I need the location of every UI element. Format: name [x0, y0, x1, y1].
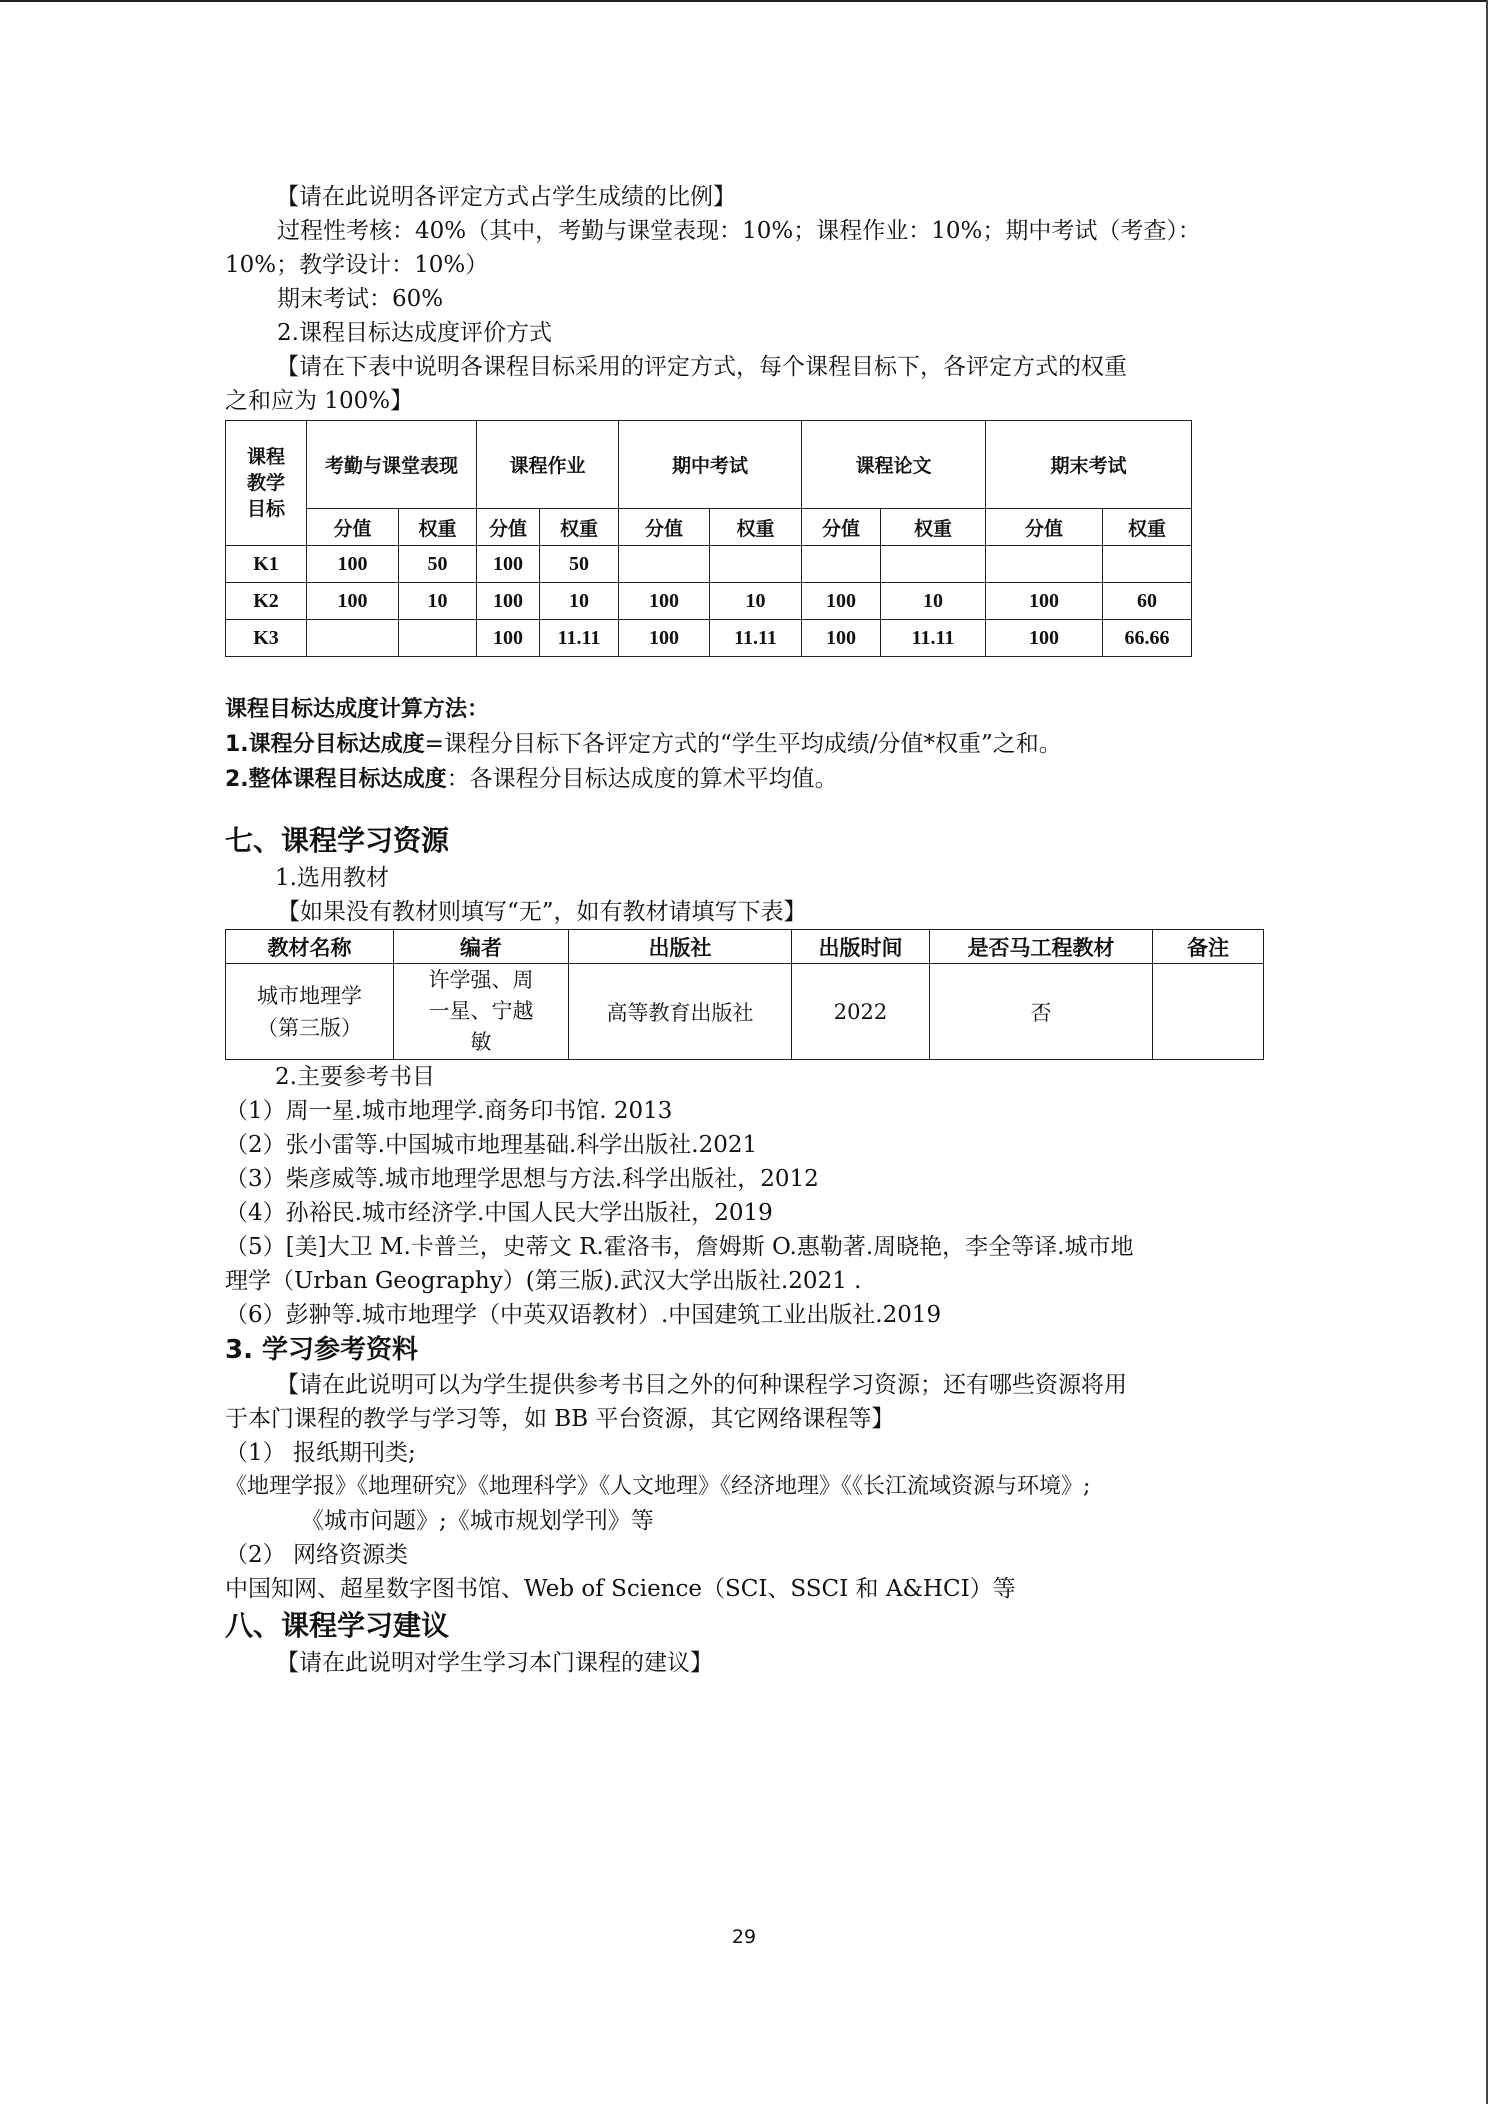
table-cell: 100: [986, 620, 1103, 657]
sub-score: 分值: [307, 509, 399, 546]
table-cell: 100: [802, 583, 881, 620]
goal-cell: K3: [226, 620, 307, 657]
textbook-subheading: 1.选用教材: [275, 865, 389, 891]
evaluation-note-line1: 【请在下表中说明各课程目标采用的评定方式，每个课程目标下，各评定方式的权重: [276, 354, 1127, 380]
journals-list-2: 《城市问题》;《城市规划学刊》等: [301, 1508, 654, 1534]
table-cell: 50: [540, 546, 619, 583]
textbook-note: 【如果没有教材则填写“无”，如有教材请填写下表】: [277, 899, 807, 925]
header-midterm: 期中考试: [619, 421, 802, 509]
table-cell: 100: [477, 546, 540, 583]
table-cell: 11.11: [881, 620, 986, 657]
sub-weight: 权重: [399, 509, 477, 546]
table-cell: [399, 620, 477, 657]
table-cell: 11.11: [710, 620, 802, 657]
sub-score: 分值: [802, 509, 881, 546]
book-authors: 许学强、周一星、宁越敏: [428, 968, 534, 1054]
journals-list-1: 《地理学报》《地理研究》《地理科学》《人文地理》《经济地理》《《长江流域资源与环境》;: [225, 1474, 1091, 1499]
table-cell: [619, 546, 710, 583]
note-ratio: 【请在此说明各评定方式占学生成绩的比例】: [276, 184, 736, 210]
calc-method-title: 课程目标达成度计算方法：: [225, 697, 490, 722]
sub-score: 分值: [986, 509, 1103, 546]
top-border: [0, 0, 1488, 2]
reference-item-cont: 理学（Urban Geography）(第三版).武汉大学出版社.2021 .: [225, 1268, 862, 1294]
table-cell: 10: [710, 583, 802, 620]
study-advice-note: 【请在此说明对学生学习本门课程的建议】: [276, 1650, 713, 1676]
table-cell: [1103, 546, 1192, 583]
table-cell: 100: [477, 620, 540, 657]
col-header: 是否马工程教材: [930, 930, 1153, 964]
table-cell: [710, 546, 802, 583]
table-cell: 10: [399, 583, 477, 620]
goal-cell: K1: [226, 546, 307, 583]
table-row: [226, 620, 1192, 657]
table-cell: 10: [881, 583, 986, 620]
calc2-label: 2.整体课程目标达成度: [225, 767, 447, 792]
evaluation-note-line2: 之和应为 100%】: [225, 388, 414, 414]
evaluation-table: [225, 420, 1192, 657]
book-year: 2022: [792, 964, 930, 1060]
sub-weight: 权重: [1103, 509, 1192, 546]
final-exam-ratio: 期末考试：60%: [277, 286, 444, 312]
table-cell: 100: [307, 583, 399, 620]
table-row: [226, 583, 1192, 620]
table-cell: 10: [540, 583, 619, 620]
reference-item: （3）柴彦威等.城市地理学思想与方法.科学出版社，2012: [225, 1166, 819, 1192]
table-row: [226, 546, 1192, 583]
page-content: [225, 180, 1265, 1680]
study-materials-heading: 3. 学习参考资料: [225, 1335, 419, 1365]
table-cell: 100: [619, 583, 710, 620]
table-cell: 100: [802, 620, 881, 657]
table-cell: 100: [619, 620, 710, 657]
col-header: 编者: [394, 930, 569, 964]
book-remark: [1153, 964, 1264, 1060]
page-number: 29: [731, 1926, 757, 1948]
table-cell: [802, 546, 881, 583]
table-cell: [881, 546, 986, 583]
col-header: 备注: [1153, 930, 1264, 964]
sub-score: 分值: [477, 509, 540, 546]
header-final: 期末考试: [986, 421, 1192, 509]
reference-item: （1）周一星.城市地理学.商务印书馆. 2013: [225, 1098, 673, 1124]
col-header: 出版时间: [792, 930, 930, 964]
calc1-label: 1.课程分目标达成度: [225, 732, 425, 757]
sub-weight: 权重: [540, 509, 619, 546]
book-authors-cell: [394, 964, 569, 1060]
calc-line-2: [225, 762, 1265, 797]
header-attendance: 考勤与课堂表现: [307, 421, 477, 509]
calc-line-1: [225, 727, 1265, 762]
calc1-text: =课程分目标下各评定方式的“学生平均成绩/分值*权重”之和。: [424, 731, 1062, 757]
col-header: 教材名称: [226, 930, 394, 964]
textbook-table: [225, 929, 1264, 1060]
calc2-text: ：各课程分目标达成度的算术平均值。: [446, 766, 838, 792]
goal-cell: K2: [226, 583, 307, 620]
table-cell: 11.11: [540, 620, 619, 657]
header-homework: 课程作业: [477, 421, 619, 509]
journals-label: （1） 报纸期刊类;: [225, 1440, 416, 1466]
table-cell: [307, 620, 399, 657]
online-resources-label: （2） 网络资源类: [225, 1542, 408, 1568]
study-materials-note-1: 【请在此说明可以为学生提供参考书目之外的何种课程学习资源；还有哪些资源将用: [276, 1372, 1127, 1398]
table-row: [226, 964, 1264, 1060]
reference-item: （6）彭翀等.城市地理学（中英双语教材）.中国建筑工业出版社.2019: [225, 1302, 942, 1328]
study-materials-note-2: 于本门课程的教学与学习等，如 BB 平台资源，其它网络课程等】: [225, 1406, 895, 1432]
section-8-heading: 八、课程学习建议: [225, 1609, 450, 1642]
corner-header: [226, 421, 307, 546]
references-subheading: 2.主要参考书目: [275, 1064, 435, 1090]
process-assessment-line2: 10%；教学设计：10%）: [225, 252, 489, 278]
reference-item: （5）[美]大卫 M.卡普兰，史蒂文 R.霍洛韦，詹姆斯 O.惠勒著.周晓艳，李全等译.城市地: [225, 1234, 1134, 1260]
header-paper: 课程论文: [802, 421, 986, 509]
table-cell: [986, 546, 1103, 583]
sub-weight: 权重: [881, 509, 986, 546]
evaluation-method-heading: 2.课程目标达成度评价方式: [277, 320, 552, 346]
sub-weight: 权重: [710, 509, 802, 546]
col-header: 出版社: [569, 930, 792, 964]
reference-item: （4）孙裕民.城市经济学.中国人民大学出版社，2019: [225, 1200, 773, 1226]
table-cell: 66.66: [1103, 620, 1192, 657]
table-cell: 50: [399, 546, 477, 583]
process-assessment-line1: 过程性考核：40%（其中，考勤与课堂表现：10%；课程作业：10%；期中考试（考查）：: [277, 218, 1201, 244]
book-mgc: 否: [930, 964, 1153, 1060]
reference-item: （2）张小雷等.中国城市地理基础.科学出版社.2021: [225, 1132, 758, 1158]
online-resources-list: 中国知网、超星数字图书馆、Web of Science（SCI、SSCI 和 A&HCI）等: [225, 1576, 1016, 1602]
sub-score: 分值: [619, 509, 710, 546]
book-title-cell: [226, 964, 394, 1060]
book-publisher: 高等教育出版社: [569, 964, 792, 1060]
table-cell: 60: [1103, 583, 1192, 620]
section-7-heading: 七、课程学习资源: [225, 824, 450, 857]
table-cell: 100: [986, 583, 1103, 620]
book-title: 城市地理学（第三版）: [257, 983, 362, 1040]
table-cell: 100: [307, 546, 399, 583]
table-cell: 100: [477, 583, 540, 620]
corner-label: 课程教学目标: [246, 446, 285, 520]
